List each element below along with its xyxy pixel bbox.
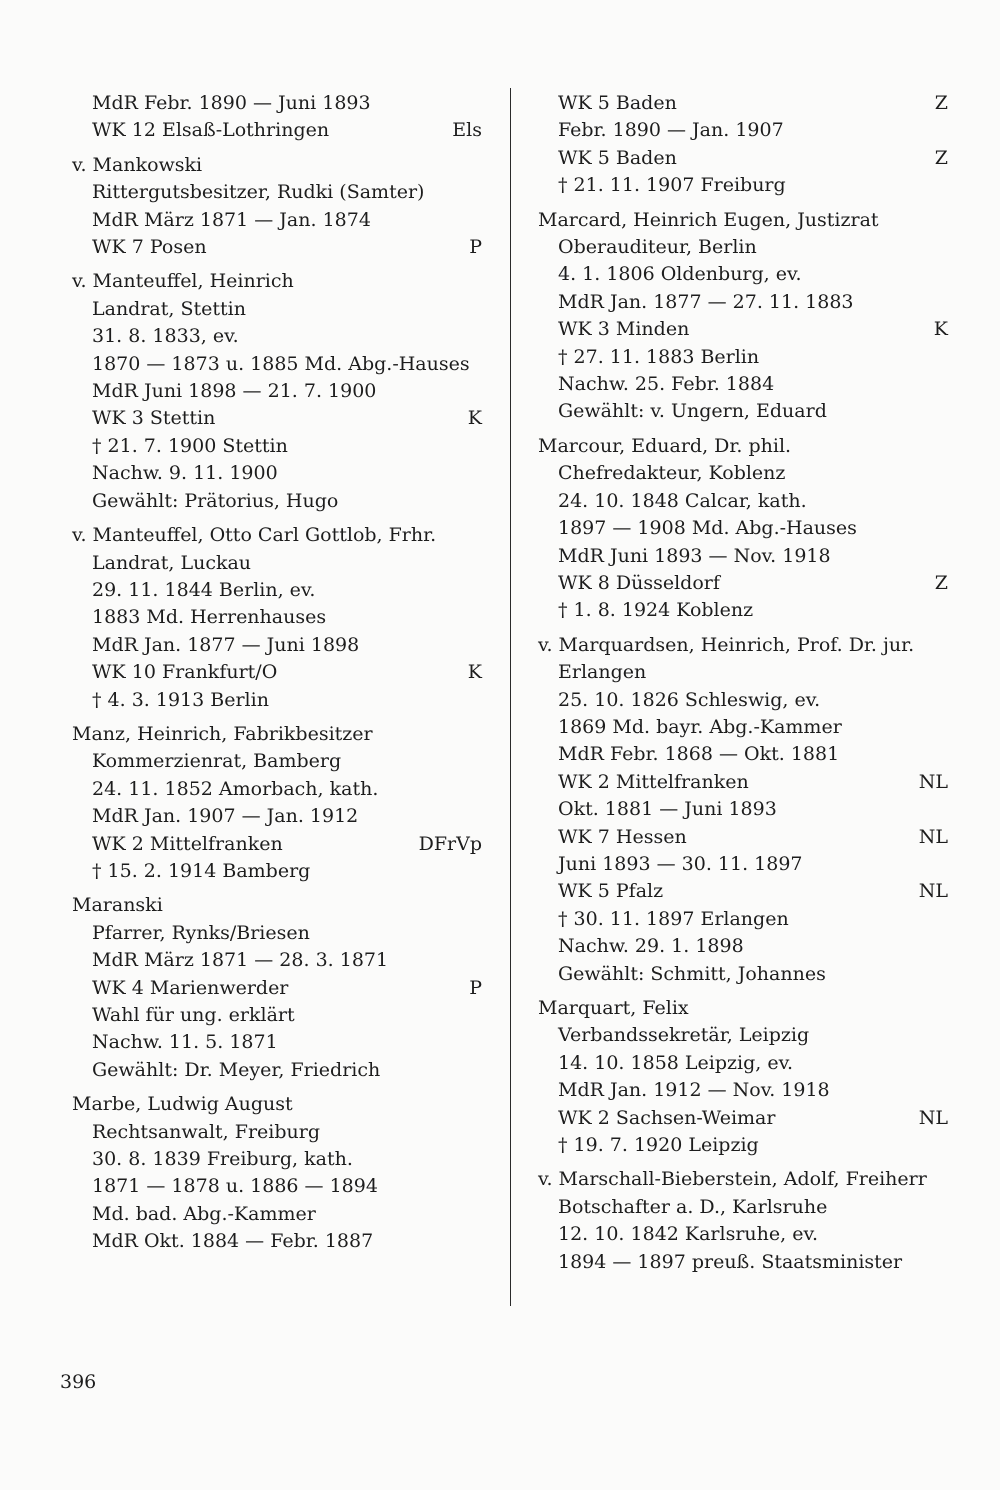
entry-line	[538, 344, 948, 371]
entry-line	[538, 659, 948, 686]
entry-text: 25. 10. 1826 Schleswig, ev.	[558, 688, 821, 711]
entry-line	[538, 906, 948, 933]
register-entry	[72, 721, 482, 885]
entry-text: † 19. 7. 1920 Leipzig	[558, 1134, 759, 1157]
entry-text: Gewählt: Dr. Meyer, Friedrich	[92, 1058, 381, 1081]
entry-text: MdR Jan. 1877 — 27. 11. 1883	[558, 290, 854, 313]
entry-line	[72, 550, 482, 577]
entry-line	[538, 1022, 948, 1049]
register-entry	[538, 207, 948, 426]
register-entry	[72, 892, 482, 1084]
party-abbreviation: Z	[934, 92, 948, 114]
register-entry	[538, 632, 948, 988]
entry-text: WK 5 Baden	[558, 146, 677, 169]
party-abbreviation: NL	[918, 825, 948, 848]
entry-line	[538, 769, 948, 796]
entry-text: v. Marschall-Bieberstein, Adolf, Freiherr	[538, 1168, 927, 1191]
entry-line	[72, 296, 482, 323]
entry-line	[72, 351, 482, 378]
entry-line	[538, 1221, 948, 1248]
entry-text: WK 7 Posen	[92, 236, 207, 259]
entry-line	[538, 460, 948, 487]
party-abbreviation: K	[467, 661, 482, 684]
entry-name	[538, 1166, 948, 1193]
entry-line	[538, 570, 948, 597]
entry-text: Marcour, Eduard, Dr. phil.	[538, 434, 792, 457]
entry-line	[72, 207, 482, 234]
entry-text: MdR Jan. 1877 — Juni 1898	[92, 633, 360, 656]
entry-text: Oberauditeur, Berlin	[558, 236, 757, 259]
entry-line	[72, 748, 482, 775]
entry-line	[72, 323, 482, 350]
entry-text: v. Mankowski	[72, 153, 203, 176]
entry-line	[72, 117, 482, 144]
entry-line	[538, 741, 948, 768]
register-entry	[72, 1091, 482, 1255]
party-abbreviation: K	[933, 318, 948, 341]
register-entry	[538, 1166, 948, 1276]
party-abbreviation: P	[469, 976, 482, 999]
entry-name	[72, 152, 482, 179]
entry-text: WK 2 Mittelfranken	[92, 832, 283, 855]
entry-line	[72, 659, 482, 686]
entry-text: MdR Jan. 1907 — Jan. 1912	[92, 805, 359, 828]
entry-text: WK 2 Sachsen-Weimar	[558, 1106, 776, 1129]
entry-text: WK 12 Elsaß-Lothringen	[92, 119, 330, 142]
entry-text: v. Manteuffel, Otto Carl Gottlob, Frhr.	[72, 524, 437, 547]
entry-name	[72, 721, 482, 748]
register-entry	[538, 90, 948, 200]
entry-text: MdR März 1871 — 28. 3. 1871	[92, 949, 389, 972]
register-entry	[538, 995, 948, 1159]
entry-name	[538, 995, 948, 1022]
entry-text: WK 8 Düsseldorf	[558, 571, 720, 594]
entry-line	[538, 597, 948, 624]
entry-text: Nachw. 9. 11. 1900	[92, 462, 278, 485]
entry-text: Rechtsanwalt, Freiburg	[92, 1120, 320, 1143]
entry-line	[538, 172, 948, 199]
entry-text: Nachw. 25. Febr. 1884	[558, 373, 775, 396]
entry-text: Rittergutsbesitzer, Rudki (Samter)	[92, 181, 425, 204]
entry-text: Marcard, Heinrich Eugen, Justizrat	[538, 208, 879, 231]
entry-text: Okt. 1881 — Juni 1893	[558, 798, 777, 821]
entry-line	[538, 824, 948, 851]
entry-text: Nachw. 29. 1. 1898	[558, 935, 744, 958]
entry-text: Maranski	[72, 894, 163, 917]
entry-text: 1894 — 1897 preuß. Staatsminister	[558, 1250, 903, 1273]
entry-text: Landrat, Stettin	[92, 297, 246, 320]
entry-line	[72, 1228, 482, 1255]
entry-text: MdR Juni 1898 — 21. 7. 1900	[92, 380, 377, 403]
party-abbreviation: DFrVp	[418, 832, 482, 855]
entry-text: 1869 Md. bayr. Abg.-Kammer	[558, 715, 842, 738]
entry-line	[72, 488, 482, 515]
column-divider	[510, 88, 511, 1306]
entry-line	[72, 460, 482, 487]
entry-line	[538, 488, 948, 515]
entry-text: † 21. 7. 1900 Stettin	[92, 434, 288, 457]
entry-text: 12. 10. 1842 Karlsruhe, ev.	[558, 1223, 818, 1246]
entry-text: 24. 11. 1852 Amorbach, kath.	[92, 777, 379, 800]
entry-line	[538, 1194, 948, 1221]
entry-line	[538, 515, 948, 542]
entry-line	[72, 975, 482, 1002]
entry-text: † 30. 11. 1897 Erlangen	[558, 907, 789, 930]
entry-line	[538, 851, 948, 878]
party-abbreviation: Z	[934, 146, 948, 169]
entry-line	[72, 1173, 482, 1200]
entry-line	[538, 1050, 948, 1077]
register-entry	[72, 522, 482, 714]
entry-line	[72, 1119, 482, 1146]
entry-text: WK 4 Marienwerder	[92, 976, 289, 999]
entry-line	[72, 1002, 482, 1029]
entry-name	[72, 892, 482, 919]
entry-line	[72, 687, 482, 714]
left-column	[72, 90, 482, 1263]
entry-line	[72, 803, 482, 830]
entry-text: Landrat, Luckau	[92, 551, 252, 574]
entry-line	[72, 378, 482, 405]
party-abbreviation: K	[467, 407, 482, 430]
entry-text: 31. 8. 1833, ev.	[92, 325, 239, 348]
entry-text: 1871 — 1878 u. 1886 — 1894	[92, 1175, 378, 1198]
entry-text: Gewählt: v. Ungern, Eduard	[558, 400, 827, 423]
entry-line	[538, 1132, 948, 1159]
entry-text: WK 2 Mittelfranken	[558, 770, 749, 793]
entry-line	[538, 961, 948, 988]
entry-text: WK 10 Frankfurt/O	[92, 661, 278, 684]
entry-text: Juni 1893 — 30. 11. 1897	[558, 852, 803, 875]
entry-text: v. Manteuffel, Heinrich	[72, 270, 294, 293]
entry-line	[72, 632, 482, 659]
entry-line	[72, 1146, 482, 1173]
register-entry	[72, 268, 482, 515]
entry-text: MdR Juni 1893 — Nov. 1918	[558, 544, 831, 567]
entry-line	[538, 289, 948, 316]
register-entry	[538, 433, 948, 625]
entry-text: WK 5 Baden	[558, 92, 677, 114]
page-number: 396	[60, 1371, 97, 1393]
entry-text: † 1. 8. 1924 Koblenz	[558, 599, 754, 622]
entry-line	[72, 831, 482, 858]
entry-line	[538, 1249, 948, 1276]
entry-text: 29. 11. 1844 Berlin, ev.	[92, 578, 316, 601]
entry-line	[538, 714, 948, 741]
party-abbreviation: NL	[918, 880, 948, 903]
entry-line	[538, 878, 948, 905]
party-abbreviation: Els	[452, 119, 482, 142]
entry-line	[72, 234, 482, 261]
entry-line	[538, 543, 948, 570]
entry-line	[538, 687, 948, 714]
entry-text: † 15. 2. 1914 Bamberg	[92, 859, 311, 882]
entry-name	[72, 1091, 482, 1118]
entry-text: 1897 — 1908 Md. Abg.-Hauses	[558, 517, 857, 540]
entry-line	[72, 433, 482, 460]
entry-name	[72, 522, 482, 549]
entry-text: MdR Febr. 1890 — Juni 1893	[92, 92, 371, 114]
entry-text: Verbandssekretär, Leipzig	[558, 1024, 810, 1047]
entry-line	[72, 858, 482, 885]
entry-line	[72, 604, 482, 631]
entry-text: WK 5 Pfalz	[558, 880, 664, 903]
entry-text: Gewählt: Schmitt, Johannes	[558, 962, 826, 985]
entry-line	[538, 261, 948, 288]
entry-text: MdR Febr. 1868 — Okt. 1881	[558, 743, 840, 766]
entry-text: Pfarrer, Rynks/Briesen	[92, 921, 310, 944]
entry-line	[72, 179, 482, 206]
entry-text: Wahl für ung. erklärt	[92, 1004, 295, 1026]
entry-text: 14. 10. 1858 Leipzig, ev.	[558, 1051, 794, 1074]
entry-name	[538, 207, 948, 234]
entry-line	[72, 577, 482, 604]
entry-text: † 21. 11. 1907 Freiburg	[558, 174, 786, 197]
entry-line	[72, 90, 482, 117]
entry-line	[72, 405, 482, 432]
entry-line	[72, 947, 482, 974]
entry-line	[72, 776, 482, 803]
entry-text: 24. 10. 1848 Calcar, kath.	[558, 489, 807, 512]
entry-name	[72, 268, 482, 295]
entry-line	[72, 1201, 482, 1228]
entry-text: WK 3 Stettin	[92, 407, 216, 430]
entry-text: † 27. 11. 1883 Berlin	[558, 345, 760, 368]
entry-text: Gewählt: Prätorius, Hugo	[92, 489, 339, 512]
entry-text: Chefredakteur, Koblenz	[558, 462, 786, 485]
entry-text: Md. bad. Abg.-Kammer	[92, 1202, 316, 1225]
entry-text: † 4. 3. 1913 Berlin	[92, 688, 269, 711]
register-entry	[72, 90, 482, 145]
entry-text: WK 3 Minden	[558, 318, 690, 341]
entry-text: Marquart, Felix	[538, 997, 689, 1019]
entry-text: v. Marquardsen, Heinrich, Prof. Dr. jur.	[538, 633, 915, 656]
entry-line	[538, 90, 948, 117]
right-column	[538, 90, 948, 1283]
party-abbreviation: Z	[934, 571, 948, 594]
entry-text: 30. 8. 1839 Freiburg, kath.	[92, 1148, 353, 1171]
entry-line	[538, 371, 948, 398]
entry-name	[538, 632, 948, 659]
entry-text: 1883 Md. Herrenhauses	[92, 606, 327, 629]
party-abbreviation: NL	[918, 1106, 948, 1129]
entry-name	[538, 433, 948, 460]
entry-line	[538, 117, 948, 144]
party-abbreviation: NL	[918, 770, 948, 793]
party-abbreviation: P	[469, 236, 482, 259]
entry-text: 1870 — 1873 u. 1885 Md. Abg.-Hauses	[92, 352, 470, 375]
entry-text: MdR Okt. 1884 — Febr. 1887	[92, 1230, 374, 1253]
entry-line	[538, 398, 948, 425]
entry-line	[538, 933, 948, 960]
entry-line	[538, 316, 948, 343]
entry-text: Nachw. 11. 5. 1871	[92, 1031, 278, 1054]
register-entry	[72, 152, 482, 262]
entry-line	[72, 920, 482, 947]
entry-text: Erlangen	[558, 661, 647, 684]
entry-line	[538, 145, 948, 172]
entry-line	[72, 1057, 482, 1084]
entry-line	[538, 234, 948, 261]
entry-text: Manz, Heinrich, Fabrikbesitzer	[72, 722, 373, 745]
entry-text: Febr. 1890 — Jan. 1907	[558, 119, 784, 142]
entry-line	[538, 1105, 948, 1132]
entry-text: MdR März 1871 — Jan. 1874	[92, 208, 371, 231]
entry-text: Botschafter a. D., Karlsruhe	[558, 1195, 828, 1218]
entry-text: 4. 1. 1806 Oldenburg, ev.	[558, 263, 802, 286]
entry-text: Marbe, Ludwig August	[72, 1093, 293, 1116]
entry-line	[538, 796, 948, 823]
entry-line	[538, 1077, 948, 1104]
entry-line	[72, 1029, 482, 1056]
entry-text: Kommerzienrat, Bamberg	[92, 750, 342, 773]
entry-text: WK 7 Hessen	[558, 825, 687, 848]
entry-text: MdR Jan. 1912 — Nov. 1918	[558, 1079, 830, 1102]
